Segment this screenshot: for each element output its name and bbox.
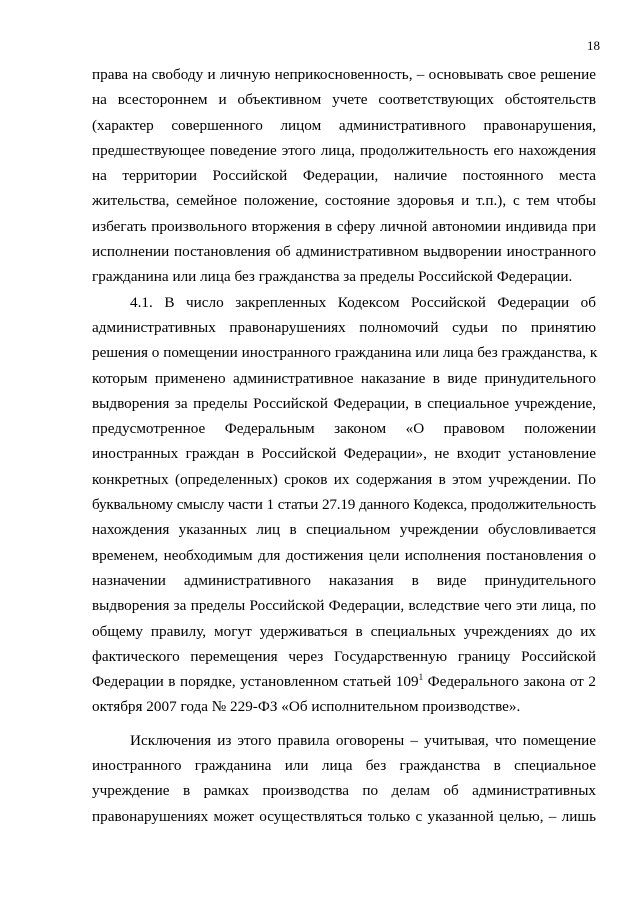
text-line: административных правонарушениях полномочий судьи по принятию bbox=[92, 318, 596, 336]
text-line bbox=[92, 669, 596, 694]
text-line: (характер совершенного лицом административного правонарушения, bbox=[92, 116, 596, 134]
text-line: конкретных (определенных) сроков их содержания в этом учреждении. По bbox=[92, 470, 596, 488]
footnote-marker: 1 bbox=[418, 672, 424, 683]
paragraph-1 bbox=[92, 62, 596, 290]
text-line: нахождения указанных лиц в специальном учреждении обусловливается bbox=[92, 521, 596, 539]
paragraph-2 bbox=[92, 290, 596, 720]
paragraph-3 bbox=[92, 728, 596, 829]
document-body bbox=[92, 62, 596, 829]
text-line: фактического перемещения через Государственную границу Российской bbox=[92, 647, 596, 665]
text-line: права на свободу и личную неприкосновенность, – основывать свое решение bbox=[92, 66, 596, 83]
text-segment: Федерального закона от 2 bbox=[423, 673, 596, 691]
text-line: которым применено административное наказание в виде принудительного bbox=[92, 369, 596, 387]
text-line: Исключения из этого правила оговорены – учитывая, что помещение bbox=[130, 731, 596, 749]
text-line: временем, необходимым для достижения цели исполнения постановления о bbox=[92, 546, 596, 564]
text-line: на всестороннем и объективном учете соответствующих обстоятельств bbox=[92, 91, 596, 109]
text-line: выдворения за пределы Российской Федерации, в специальное учреждение, bbox=[92, 394, 596, 412]
text-line: 4.1. В число закрепленных Кодексом Российской Федерации об bbox=[130, 293, 596, 311]
text-line: гражданина или лица без гражданства за пределы Российской Федерации. bbox=[92, 268, 573, 286]
text-line: предусмотренное Федеральным законом «О правовом положении bbox=[92, 420, 596, 438]
text-line: октября 2007 года № 229-ФЗ «Об исполнительном производстве». bbox=[92, 698, 521, 716]
text-line: иностранного гражданина или лица без гражданства в специальное bbox=[92, 757, 596, 775]
text-line: общему правилу, могут удерживаться в специальных учреждениях до их bbox=[92, 622, 596, 640]
text-line: на территории Российской Федерации, наличие постоянного места bbox=[92, 167, 596, 185]
text-line: буквальному смыслу части 1 статьи 27.19 данного Кодекса, продолжительность bbox=[92, 496, 596, 514]
page-number: 18 bbox=[587, 38, 600, 53]
text-segment: Федерации в порядке, установленном статьей 109 bbox=[92, 673, 419, 691]
text-line: выдворения за пределы Российской Федерации, вследствие чего эти лица, по bbox=[92, 597, 596, 615]
text-line: иностранных граждан в Российской Федерации», не входит установление bbox=[92, 445, 596, 463]
text-line: избегать произвольного вторжения в сферу личной автономии индивида при bbox=[92, 217, 596, 235]
text-line: исполнении постановления об административном выдворении иностранного bbox=[92, 243, 596, 261]
text-line: правонарушениях может осуществляться только с указанной целью, – лишь bbox=[92, 807, 596, 825]
text-line: учреждение в рамках производства по делам об административных bbox=[92, 782, 596, 800]
text-line: назначении административного наказания в виде принудительного bbox=[92, 571, 596, 589]
text-line: решения о помещении иностранного гражданина или лица без гражданства, к bbox=[92, 344, 598, 362]
text-line: предшествующее поведение этого лица, продолжительность его нахождения bbox=[92, 141, 596, 159]
text-line: жительства, семейное положение, состояние здоровья и т.п.), с тем чтобы bbox=[92, 192, 596, 210]
